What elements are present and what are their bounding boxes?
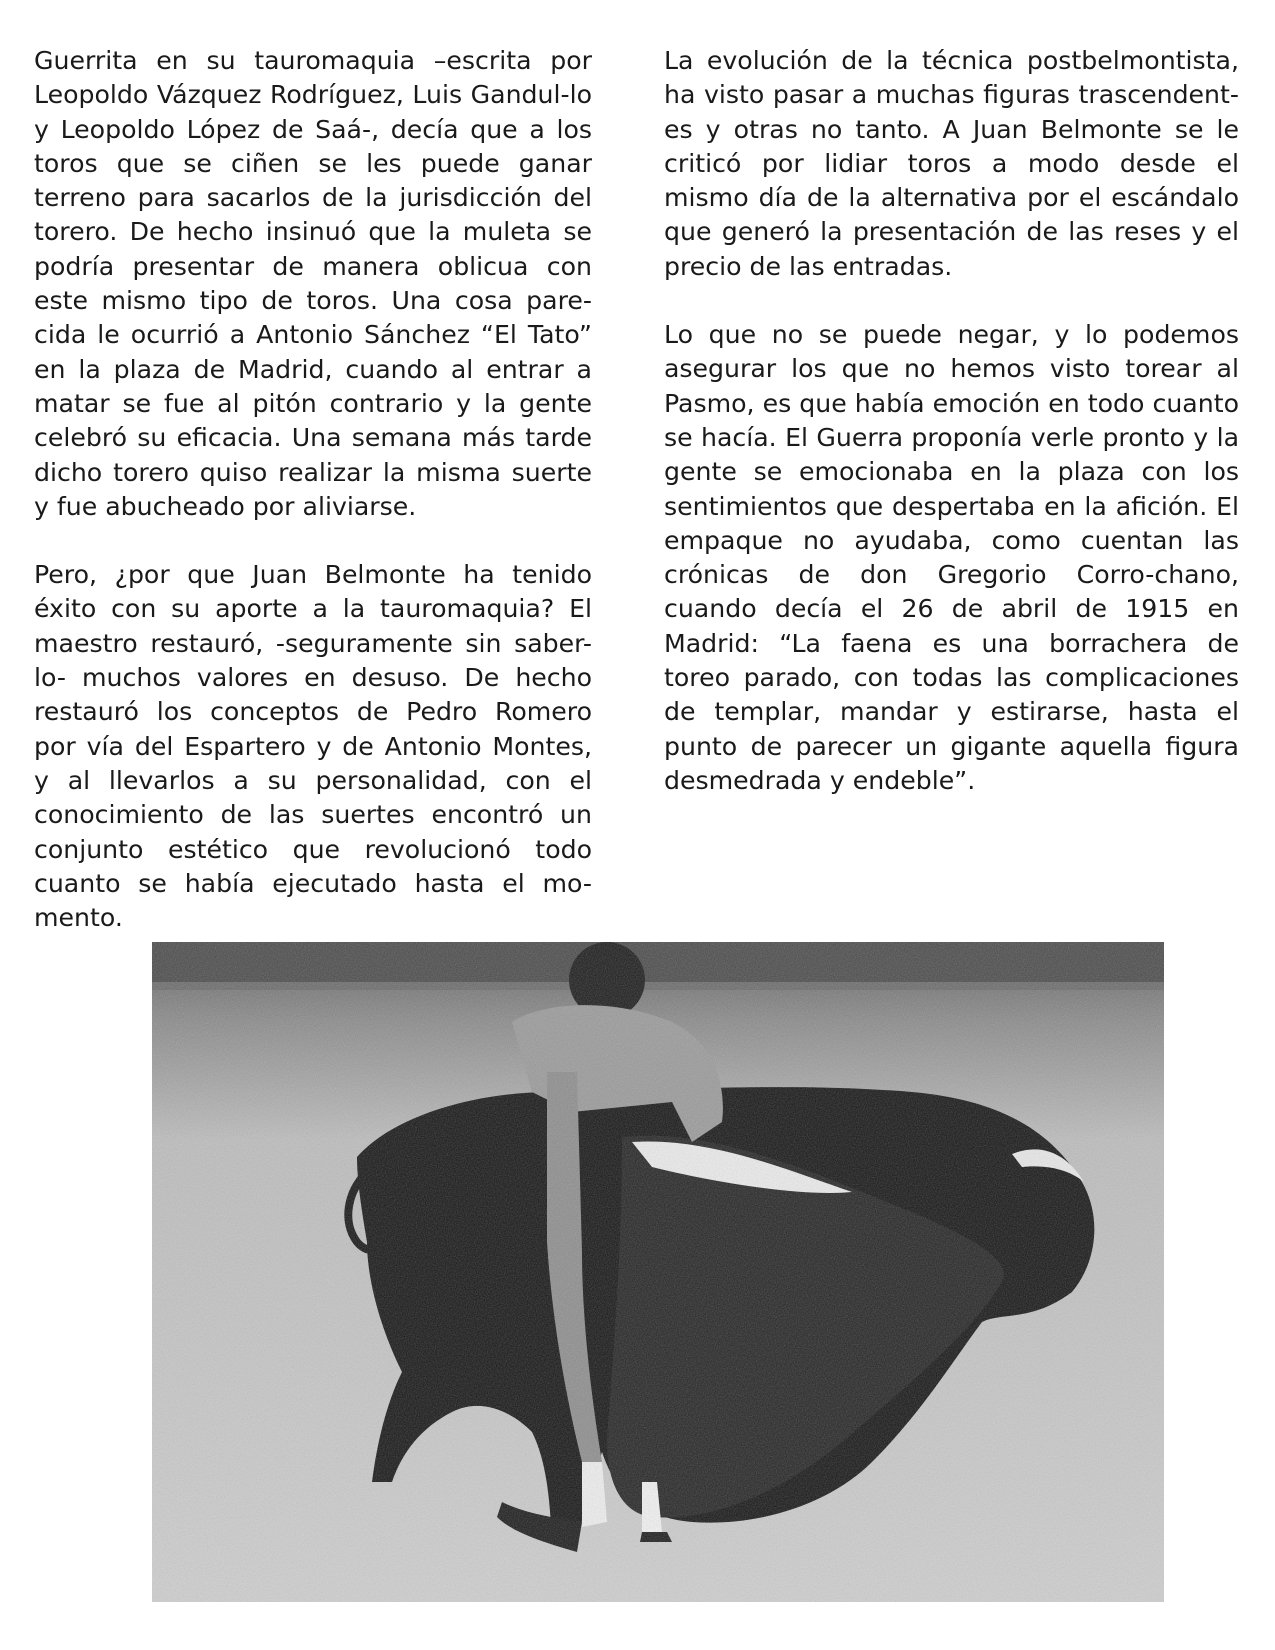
paragraph-evolucion: La evolución de la técnica postbelmontista, ha visto pasar a muchas figuras trascendent-es y otras no tanto. A Juan Belmonte se le criticó por lidiar toros a modo desde el mismo día de la alternativa por el escándalo que generó la presentación de las reses y el precio de las entradas. [664, 46, 1239, 281]
paragraph-guerrita: Guerrita en su tauromaquia –escrita por Leopoldo Vázquez Rodríguez, Luis Gandul-lo y Leopoldo López de Saá-, decía que a los toros que se ciñen se les puede ganar terreno para sacarlos de la jurisdicción del torero. De hecho insinuó que la muleta se podría presentar de manera oblicua con este mismo tipo de toros. Una cosa pare-cida le ocurrió a Antonio Sánchez “El Tato” en la plaza de Madrid, cuando al entrar a matar se fue al pitón contrario y la gente celebró su eficacia. Una semana más tarde dicho torero quiso realizar la misma suerte y fue abucheado por aliviarse. [34, 46, 592, 521]
bullfighter-with-bull-photo [152, 942, 1164, 1602]
paragraph-belmonte-exito: Pero, ¿por que Juan Belmonte ha tenido éxito con su aporte a la tauromaquia? El maestro restauró, -seguramente sin saber-lo- muchos valores en desuso. De hecho restauró los conceptos de Pedro Romero por vía del Espartero y de Antonio Montes, y al llevarlos a su personalidad, con el conocimiento de las suertes encontró un conjunto estético que revolucionó todo cuanto se había ejecutado hasta el mo-mento. [34, 560, 592, 933]
right-text-column [664, 44, 1239, 832]
paragraph-emocion: Lo que no se puede negar, y lo podemos asegurar los que no hemos visto torear al Pasmo, es que había emoción en todo cuanto se hacía. El Guerra proponía verle pronto y la gente se emocionaba en la plaza con los sentimientos que despertaba en la afición. El empaque no ayudaba, como cuentan las crónicas de don Gregorio Corro-chano, cuando decía el 26 de abril de 1915 en Madrid: “La faena es una borrachera de toreo parado, con todas las complicaciones de templar, mandar y estirarse, hasta el punto de parecer un gigante aquella figura desmedrada y endeble”. [664, 320, 1239, 795]
left-text-column [34, 44, 592, 969]
photo-illustration [152, 942, 1164, 1602]
